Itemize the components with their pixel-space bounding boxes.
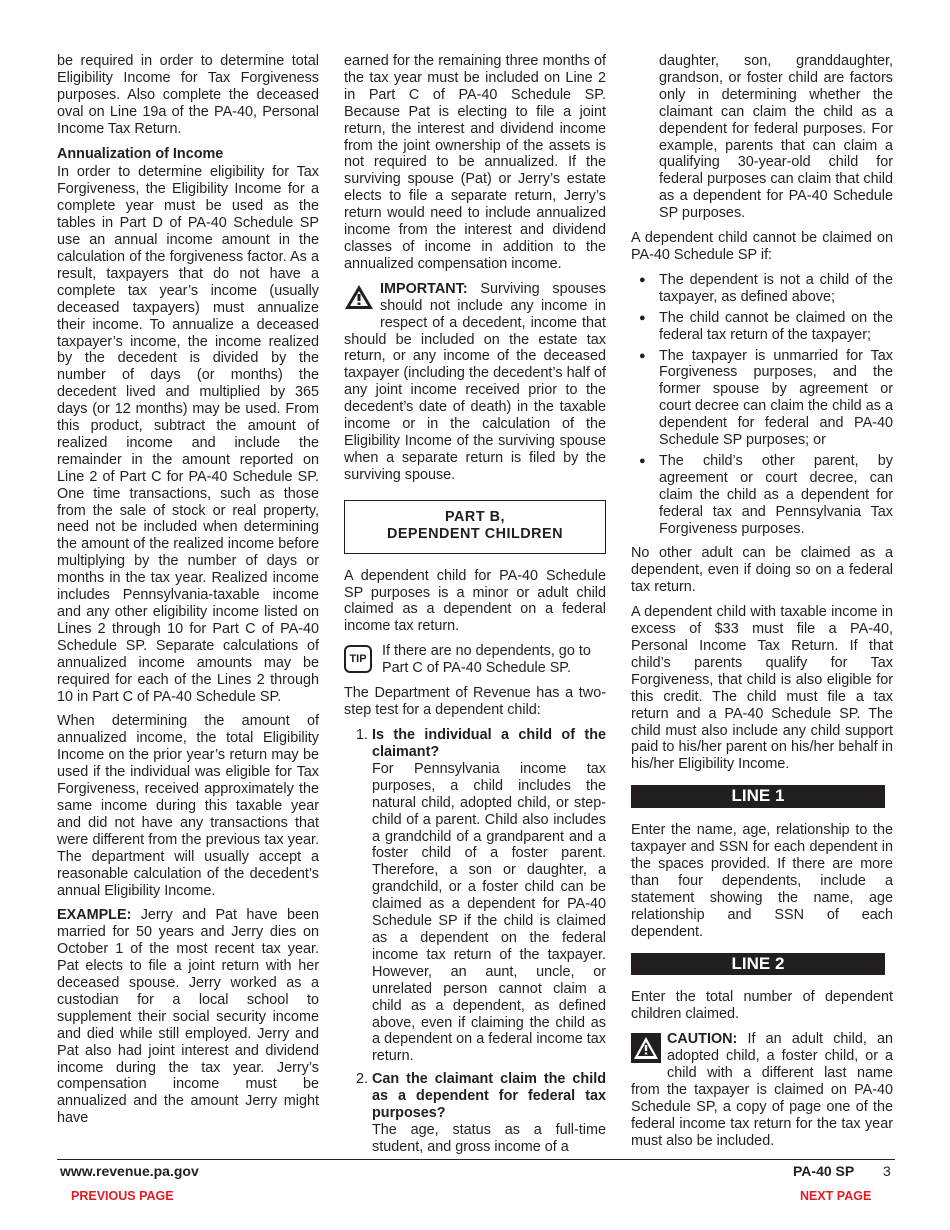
column-3 <box>631 53 893 1158</box>
important-note <box>344 281 606 484</box>
footer-divider <box>57 1159 895 1160</box>
part-b-heading <box>344 500 606 554</box>
next-page-link[interactable]: NEXT PAGE <box>800 1189 872 1203</box>
warning-icon <box>631 1033 661 1068</box>
example-text: Jerry and Pat have been married for 50 years and Jerry dies on October 1 of the most recent tax year. Pat elects to file a joint return with her deceased spouse. Jerry worked as a custodian for a local school to supplement their social security income and died while still employed. Jerry and Pat also had joint interest and dividend income during the tax year. Jerry’s compensation income must be annualized and the amount Jerry might have <box>57 907 319 1127</box>
step-title: Is the individual a child of the claimant? <box>372 727 606 760</box>
line-2-heading: LINE 2 <box>631 953 885 976</box>
caution-label: CAUTION: <box>667 1031 738 1048</box>
list-item <box>372 1071 606 1156</box>
paragraph: A dependent child cannot be claimed on PA-40 Schedule SP if: <box>631 230 893 263</box>
previous-page-link[interactable]: PREVIOUS PAGE <box>71 1189 174 1203</box>
tip-icon: TIP <box>344 645 372 673</box>
caution-text: If an adult child, an adopted child, a foster child, or a child with a different last name from the taxpayer is claimed on PA-40 Schedule SP, a copy of page one of the federal income tax return for the tax year must also be included. <box>631 1031 893 1149</box>
example-label: EXAMPLE: <box>57 907 132 924</box>
paragraph: Enter the name, age, relationship to the taxpayer and SSN for each dependent in the spaces provided. If there are more than four dependents, include a statement showing the name, age relationship and SSN of each dependent. <box>631 822 893 940</box>
column-1 <box>57 53 319 1135</box>
paragraph: be required in order to determine total Eligibility Income for Tax Forgiveness purposes. Also complete the deceased oval on Line 19a of the PA-40, Personal Income Tax Return. <box>57 53 319 137</box>
tip-text: If there are no dependents, go to Part C of PA-40 Schedule SP. <box>382 643 591 677</box>
section-heading: Annualization of Income <box>57 145 224 162</box>
dependent-test-list <box>344 727 606 1156</box>
caution-note <box>631 1031 893 1149</box>
paragraph: Enter the total number of dependent children claimed. <box>631 989 893 1023</box>
list-item: ● The child cannot be claimed on the federal tax return of the taxpayer; <box>659 310 893 344</box>
paragraph: No other adult can be claimed as a dependent, even if doing so on a federal tax return. <box>631 545 893 596</box>
step-text: For Pennsylvania income tax purposes, a child includes the natural child, adopted child, or step-child of a parent. Child also includes a grandchild of a grandparent and a foster child of a foster parent. Therefore, a son or daughter, a grandchild, or a foster child can be claimed as a dependent for PA-40 Schedule SP if the child is claimed as a dependent on the federal income tax return of the taxpayer. However, an aunt, uncle, or unrelated person cannot claim a child as a dependent, as defined above, even if claiming the child as a dependent on a federal income tax return. <box>372 760 606 1065</box>
part-b-title: PART B, <box>445 508 505 525</box>
list-item: ● The taxpayer is unmarried for Tax Forgiveness purposes, and the former spouse by agreement or court decree can claim the child as a dependent for federal and PA-40 Schedule SP purposes; or <box>659 348 893 449</box>
paragraph: A dependent child with taxable income in excess of $33 must file a PA-40, Personal Income Tax Return. If that child’s parents qualify for Tax Forgiveness, that child is also eligible for this credit. The child must file a tax return and a PA-40 Schedule SP. The child must also include any child support paid to his/her parent on his/her behalf in his/her Eligibility Income. <box>631 604 893 773</box>
paragraph: The Department of Revenue has a two-step test for a dependent child: <box>344 685 606 719</box>
paragraph: When determining the amount of annualized income, the total Eligibility Income on the prior year’s return may be used if the individual was eligible for Tax Forgiveness, received approximately the same income during this taxable year and did not have any transactions that were different from the previous tax year. The department will usually accept a reasonable calculation of the decedent’s annual Eligibility Income. <box>57 713 319 899</box>
form-name: PA-40 SP <box>793 1163 855 1179</box>
step-title: Can the claimant claim the child as a dependent for federal tax purposes? <box>372 1071 606 1122</box>
step-text: The age, status as a full-time student, and gross income of a <box>372 1121 606 1155</box>
important-label: IMPORTANT: <box>380 280 468 297</box>
line-1-heading: LINE 1 <box>631 785 885 808</box>
exclusion-list <box>631 272 893 538</box>
paragraph: earned for the remaining three months of the tax year must be included on Line 2 in Part C of PA-40 Schedule SP. Because Pat is electing to file a joint return, the interest and dividend income from the joint ownership of the assets is not required to be annualized. If the surviving spouse (Pat) or Jerry’s estate elects to file a separate return, Jerry’s return would need to include annualized income from the interest and dividend classes of income in addition to the annualized compensation income. <box>344 53 606 272</box>
warning-icon <box>344 283 374 316</box>
list-item: ● The child’s other parent, by agreement or court decree, can claim the child as a dependent for federal tax and Pennsylvania Tax Forgiveness purposes. <box>659 453 893 538</box>
page-number: 3 <box>883 1163 891 1179</box>
paragraph: In order to determine eligibility for Tax Forgiveness, the Eligibility Income for a complete year must be used as the tables in Part D of PA-40 Schedule SP use an annual income amount in the calculation of the forgiveness factor. As a result, taxpayers that do not have a complete tax year’s income (usually deceased taxpayers) must annualize their income. To annualize a deceased taxpayer’s income, the income realized by the decedent is divided by the number of days (or months) the decedent lived and multiplied by 365 days (or 12 months) may be used. From this product, subtract the amount of realized income and include the remainder in the amount reported on Line 2 of Part C for PA-40 Schedule SP. One time transactions, such as those from the sale of stock or real property, need not be included when determining the amount of the realized income before multiplying by the number of days or months in the tax year. Realized income includes Pennsylvania-taxable income and any other eligibility income listed on Lines 2 through 10 for Part C of PA-40 Schedule SP. Separate calculations of annualized income amounts may be required for each of the Lines 2 through 10 in Part C of PA-40 Schedule SP. <box>57 164 319 705</box>
tip-note <box>344 643 606 677</box>
paragraph: daughter, son, granddaughter, grandson, or foster child are factors only in determining whether the claimant can claim the child as a dependent for federal purposes. For example, parents that can claim a qualifying 30-year-old child for federal purposes can claim that child as a dependent for PA-40 Schedule SP purposes. <box>659 53 893 222</box>
column-2 <box>344 53 606 1164</box>
website-text: www.revenue.pa.gov <box>60 1163 199 1179</box>
list-item <box>372 727 606 1065</box>
important-text: Surviving spouses should not include any income in respect of a decedent, income that should be included on the estate tax return, or any income of the deceased taxpayer (including the decedent’s half of any joint income received prior to the decedent’s date of death) in the taxable income or in the calculation of the Eligibility Income of the surviving spouse when a separate return is filed by the surviving spouse. <box>344 280 606 483</box>
paragraph: A dependent child for PA-40 Schedule SP purposes is a minor or adult child claimed as a dependent on a federal income tax return. <box>344 567 606 635</box>
example-paragraph <box>57 907 319 1127</box>
list-item: ● The dependent is not a child of the taxpayer, as defined above; <box>659 272 893 306</box>
part-b-subtitle: DEPENDENT CHILDREN <box>386 525 564 542</box>
